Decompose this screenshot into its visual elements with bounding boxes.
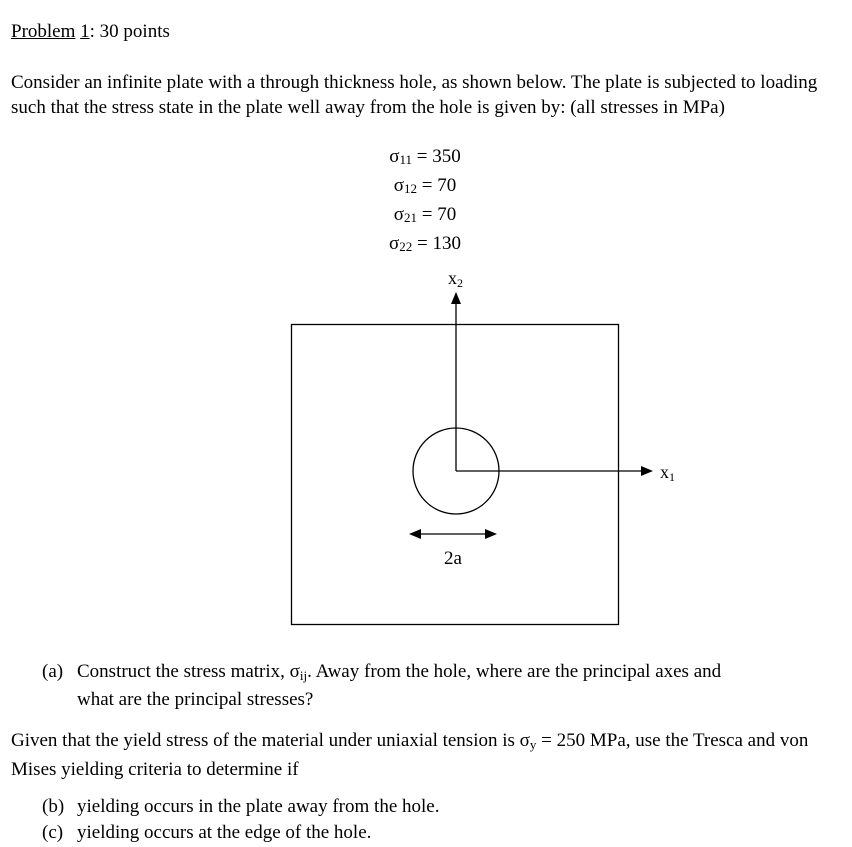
intro-paragraph: Consider an infinite plate with a through thickness hole, as shown below. The plate is subjected to loading such that the stress state in the plate well away from the hole is given by: (all stresses in MPa) <box>11 72 818 118</box>
hole-diameter-label: 2a <box>444 548 462 569</box>
stress-sigma-11: $\sigma_{11} = 350$ <box>389 146 461 167</box>
hole-dimension-left-arrowhead <box>409 529 421 539</box>
x2-arrowhead <box>451 292 461 304</box>
sub-questions <box>42 794 439 846</box>
x1-arrowhead <box>641 466 653 476</box>
problem-points: : 30 points <box>89 21 170 42</box>
x2-label: x2 <box>448 268 463 290</box>
question-a <box>42 660 832 712</box>
question-c: (c) yielding occurs at the edge of the hole. <box>42 820 439 846</box>
question-a-line-2: what are the principal stresses? <box>77 689 314 710</box>
question-a-label: (a) <box>42 661 64 682</box>
stress-values <box>300 144 550 260</box>
problem-title-word: Problem <box>11 21 76 42</box>
question-b: (b) yielding occurs in the plate away from the hole. <box>42 794 439 820</box>
plate-diagram <box>285 268 705 630</box>
stress-sigma-21: $\sigma_{21} = 70$ <box>393 204 457 225</box>
given-paragraph: Given that the yield stress of the material under uniaxial tension is $\sigma_y = 250$ MPa, use the Tresca and von Mises yielding criteria to determine if <box>11 730 809 780</box>
x1-label: x1 <box>660 462 675 484</box>
question-c-label: (c) <box>42 822 64 843</box>
plate-outline <box>292 325 619 625</box>
problem-number: 1 <box>80 21 90 42</box>
hole-dimension-right-arrowhead <box>485 529 497 539</box>
question-b-label: (b) <box>42 796 65 817</box>
problem-heading <box>11 20 170 44</box>
stress-sigma-12: $\sigma_{12} = 70$ <box>393 175 457 196</box>
stress-sigma-22: $\sigma_{22} = 130$ <box>389 233 461 254</box>
question-a-line-1: (a) Construct the stress matrix, $\sigma_{ij}$. Away from the hole, where are the principal axes and <box>42 661 722 683</box>
